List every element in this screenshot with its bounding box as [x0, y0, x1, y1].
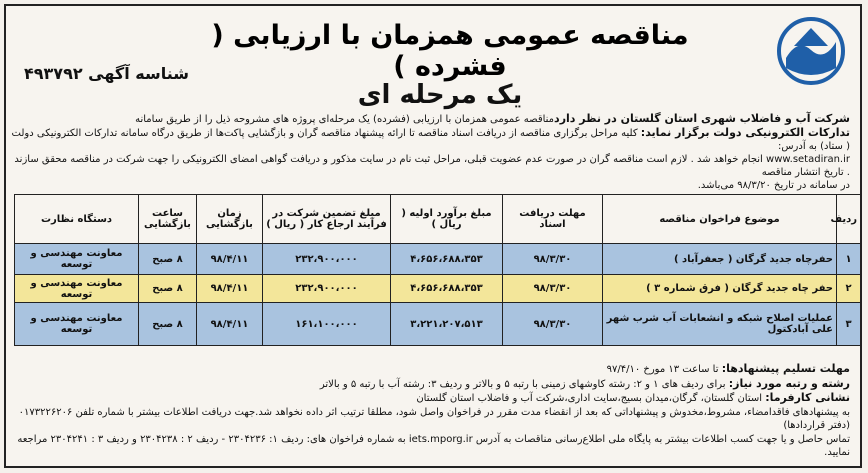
intro-line-2: کلیه مراحل برگزاری مناقصه از دریافت اسناد مناقصه تا ارائه پیشنهاد مناقصه گران و بازگشایی پاکت‌ها از طریق درگاه سامانه تدارکات الکترونیکی دولت ( ستاد) به آدرس:: [11, 128, 850, 152]
col-header: ساعت بازگشایی: [139, 195, 197, 244]
table-row: [15, 303, 861, 346]
deadline-label: مهلت تسلیم پیشنهادها:: [721, 362, 850, 375]
cell-deadline: ۹۸/۳/۳۰: [503, 303, 603, 346]
note-1: به پیشنهادهای فاقدامضاء، مشروط،مخدوش و پیشنهاداتی که بعد از انقضاء مدت مقرر در فراخوان واصل شود، مطلقا ترتیب اثر داده نخواهد شد.جهت دریافت اطلاعات بیشتر با شماره تلفن ۰۱۷۳۲۲۶۲۰۶ (دفتر قراردادها): [18, 406, 850, 431]
org-name: شرکت آب و فاضلاب شهری استان گلستان در نظر دارد: [554, 112, 850, 125]
cell-subject: حفرچاه جدید گرگان ( جعفرآباد ): [603, 244, 837, 275]
cell-estimate: ۴،۶۵۶،۶۸۸،۳۵۳: [391, 275, 503, 303]
cell-opening-date: ۹۸/۴/۱۱: [197, 275, 263, 303]
water-company-logo-icon: [776, 16, 846, 86]
cell-opening-time: ۸ صبح: [139, 244, 197, 275]
address-label: نشانی کارفرما:: [765, 391, 850, 404]
cell-row-number: ۲: [837, 275, 861, 303]
col-header: مبلغ برآورد اولیه ( ریال ): [391, 195, 503, 244]
cell-guarantee: ۱۶۱،۱۰۰،۰۰۰: [263, 303, 391, 346]
col-header: دستگاه نظارت: [15, 195, 139, 244]
table-header-row: [15, 195, 861, 244]
col-header: ردیف: [837, 195, 861, 244]
col-header: مهلت دریافت اسناد: [503, 195, 603, 244]
cell-guarantee: ۲۳۲،۹۰۰،۰۰۰: [263, 275, 391, 303]
grade-text: برای ردیف های ۱ و ۲: رشته کاوشهای زمینی با رتبه ۵ و بالاتر و ردیف ۳: رشته آب با رتبه ۵ و بالاتر: [319, 378, 726, 390]
col-header: موضوع فراخوان مناقصه: [603, 195, 837, 244]
tender-table: [14, 194, 861, 346]
cell-supervisor: معاونت مهندسی و توسعه: [15, 303, 139, 346]
cell-supervisor: معاونت مهندسی و توسعه: [15, 244, 139, 275]
cell-estimate: ۳،۲۲۱،۲۰۷،۵۱۳: [391, 303, 503, 346]
note-2: تماس حاصل و یا جهت کسب اطلاعات بیشتر به پایگاه ملی اطلاع‌رسانی مناقصات به آدرس iets.mporg.ir به شماره فراخوان های: ردیف ۱: ۲۳۰۴۲۳۶ - ردیف ۲ : ۲۳۰۴۲۳۸ و ردیف ۳ : ۲۳۰۴۲۴۱ مراجعه نمایید.: [17, 433, 850, 458]
intro-text: [10, 112, 850, 192]
cell-opening-time: ۸ صبح: [139, 303, 197, 346]
cell-opening-time: ۸ صبح: [139, 275, 197, 303]
cell-subject: حفر چاه جدید گرگان ( فرق شماره ۳ ): [603, 275, 837, 303]
cell-supervisor: معاونت مهندسی و توسعه: [15, 275, 139, 303]
cell-row-number: ۳: [837, 303, 861, 346]
col-header: زمان بازگشایی: [197, 195, 263, 244]
cell-opening-date: ۹۸/۴/۱۱: [197, 303, 263, 346]
setad-label: تدارکات الکترونیکی دولت برگزار نماید:: [640, 126, 850, 139]
address-text: استان گلستان، گرگان،میدان بسیج،سایت اداری،شرکت آب و فاضلاب استان گلستان: [416, 393, 763, 404]
footer-text: [10, 362, 850, 460]
intro-line-3: www.setadiran.ir انجام خواهد شد . لازم است مناقصه گران در صورت عدم عضویت قبلی، مراحل ثبت نام در سایت مذکور و دریافت گواهی امضای الکترونیکی را جهت شرکت در مناقصه محقق سازند . تاریخ انتشار مناقصه: [14, 154, 850, 178]
col-header: مبلغ تضمین شرکت در فرآیند ارجاع کار ( ریال ): [263, 195, 391, 244]
cell-subject: عملیات اصلاح شبکه و انشعابات آب شرب شهر علی آبادکتول: [603, 303, 837, 346]
cell-row-number: ۱: [837, 244, 861, 275]
grade-label: رشته و رتبه مورد نیاز:: [728, 376, 850, 390]
intro-line-4: در سامانه در تاریخ ۹۸/۳/۲۰ می‌باشد.: [697, 180, 850, 191]
page-subtitle: یک مرحله ای: [357, 80, 523, 110]
intro-line-1: مناقصه عمومی همزمان با ارزیابی (فشرده) یک مرحله‌ای پروژه های مشروحه ذیل را از طریق سامانه: [135, 114, 555, 125]
cell-deadline: ۹۸/۳/۳۰: [503, 244, 603, 275]
deadline-text: تا ساعت ۱۳ مورخ ۹۷/۴/۱۰: [606, 364, 719, 375]
cell-deadline: ۹۸/۳/۳۰: [503, 275, 603, 303]
table-row: [15, 275, 861, 303]
page-title: مناقصه عمومی همزمان با ارزیابی ( فشرده ): [211, 20, 689, 82]
cell-estimate: ۴،۶۵۶،۶۸۸،۳۵۳: [391, 244, 503, 275]
cell-guarantee: ۲۳۲،۹۰۰،۰۰۰: [263, 244, 391, 275]
tender-notice: [4, 4, 862, 468]
cell-opening-date: ۹۸/۴/۱۱: [197, 244, 263, 275]
table-row: [15, 244, 861, 275]
ad-id: شناسه آگهی ۴۹۳۷۹۲: [24, 64, 189, 83]
